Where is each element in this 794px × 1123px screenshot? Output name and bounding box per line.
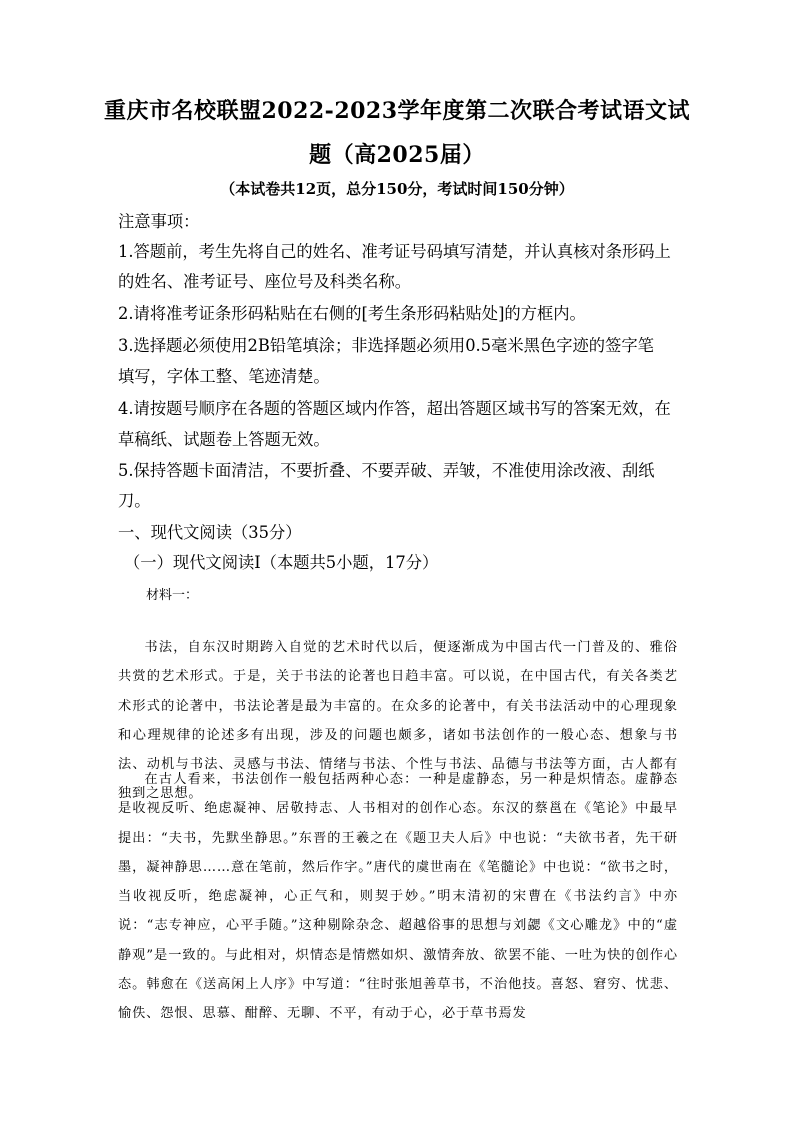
passage-paragraph-2 xyxy=(118,765,678,1029)
paragraph-text: 在古人看来，书法创作一般包括两种心态：一种是虚静态，另一种是炽情态。虚静态是收视反听、绝虑凝神、居敬持志、人书相对的创作心态。东汉的蔡邕在《笔论》中最早提出：“夫书，先默坐静思。”东晋的王羲之在《题卫夫人后》中也说：“夫欲书者，先干研墨，凝神静思……意在笔前，然后作字。”唐代的虞世南在《笔髓论》中也说：“欲书之时，当收视反听，绝虑凝神，心正气和，则契于妙。”明末清初的宋曹在《书法约言》中亦说：“志专神应，心平手随。”这种剔除杂念、超越俗事的思想与刘勰《文心雕龙》中的“虚静观”是一致的。与此相对，炽情态是情燃如炽、激情奔放、欲罢不能、一吐为快的创作心态。韩愈在《送高闲上人序》中写道：“往时张旭善草书，不治他技。喜怒、窘穷、忧悲、愉佚、怨恨、思慕、酣醉、无聊、不平，有动于心，必于草书焉发 xyxy=(118,772,678,1022)
section-heading: 一、现代文阅读（35分） xyxy=(118,523,302,542)
notice-line-9: 刀。 xyxy=(118,491,151,510)
notice-heading: 注意事项： xyxy=(118,212,200,231)
section-sub-heading: （一）现代文阅读Ⅰ（本题共5小题，17分） xyxy=(124,553,439,572)
notice-line-3: 2.请将准考证条形码粘贴在右侧的[考生条形码粘贴处]的方框内。 xyxy=(118,304,586,323)
notice-line-2: 的姓名、准考证号、座位号及科类名称。 xyxy=(118,272,412,291)
notice-line-8: 5.保持答题卡面清洁，不要折叠、不要弄破、弄皱，不准使用涂改液、刮纸 xyxy=(118,461,655,480)
notice-line-7: 草稿纸、试题卷上答题无效。 xyxy=(118,430,330,449)
exam-title-line-2: 题（高2025届） xyxy=(309,142,485,168)
exam-subtitle: （本试卷共12页，总分150分，考试时间150分钟） xyxy=(220,180,574,198)
material-label: 材料一： xyxy=(146,588,199,603)
notice-line-1: 1.答题前，考生先将自己的姓名、准考证号码填写清楚，并认真核对条形码上 xyxy=(118,242,671,261)
notice-line-6: 4.请按题号顺序在各题的答题区域内作答，超出答题区域书写的答案无效，在 xyxy=(118,399,671,418)
notice-line-4: 3.选择题必须使用2B铅笔填涂；非选择题必须用0.5毫米黑色字迹的签字笔 xyxy=(118,336,654,355)
exam-title-line-1: 重庆市名校联盟2022-2023学年度第二次联合考试语文试 xyxy=(103,98,691,124)
paragraph-text: 书法，自东汉时期跨入自觉的艺术时代以后，便逐渐成为中国古代一门普及的、雅俗共赏的艺术形式。于是，关于书法的论著也日趋丰富。可以说，在中国古代，有关各类艺术形式的论著中，书法论著是最为丰富的。在众多的论著中，有关书法活动中的心理现象和心理规律的论述多有出现，涉及的问题也颇多，诸如书法创作的一般心态、想象与书法、动机与书法、灵感与书法、情绪与书法、个性与书法、品德与书法等方面，古人都有独到之思想。 xyxy=(118,640,678,802)
notice-line-5: 填写，字体工整、笔迹清楚。 xyxy=(118,367,330,386)
